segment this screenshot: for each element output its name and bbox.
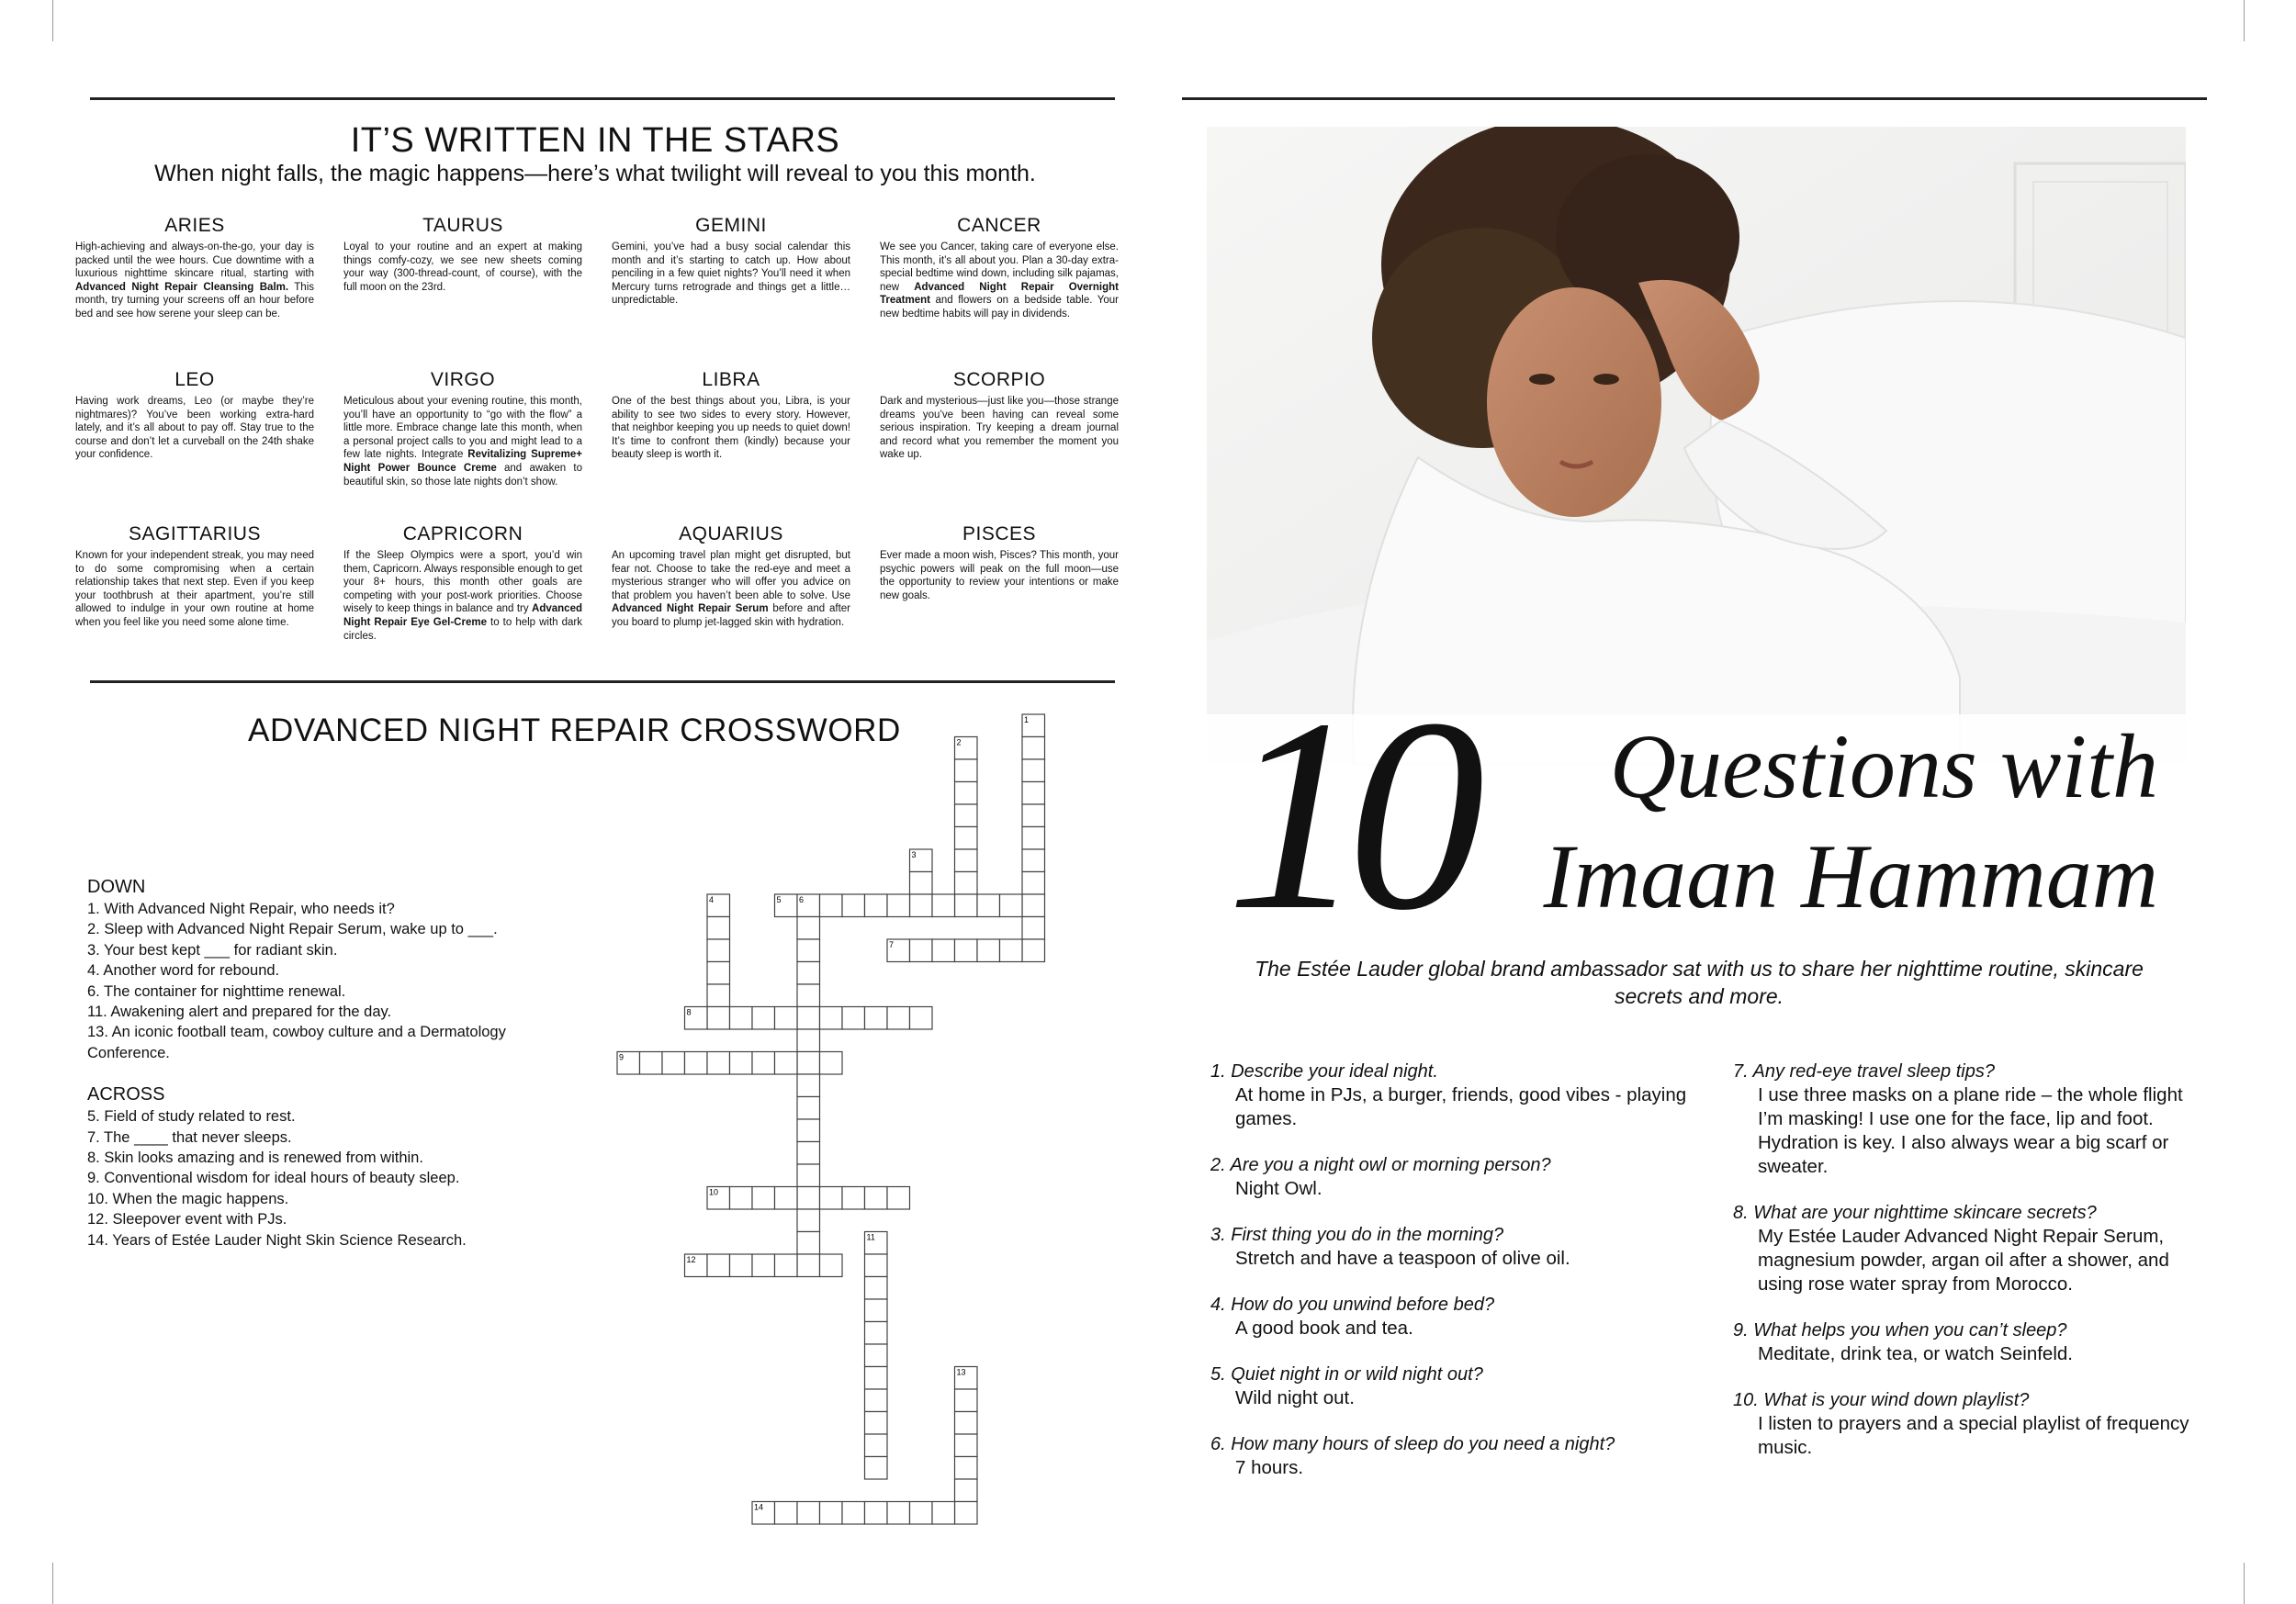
down-clue: 1. With Advanced Night Repair, who needs it? xyxy=(87,901,395,917)
crossword-cell[interactable] xyxy=(1022,827,1045,850)
crossword-cell[interactable] xyxy=(865,894,888,917)
crossword-cell[interactable] xyxy=(842,894,865,917)
across-clue: 8. Skin looks amazing and is renewed from within. xyxy=(87,1150,423,1167)
section-divider xyxy=(90,680,1115,683)
question: 7. Any red-eye travel sleep tips? xyxy=(1733,1061,1995,1082)
qa-item xyxy=(1210,1293,1688,1340)
down-clue: 3. Your best kept ___ for radiant skin. xyxy=(87,941,338,959)
sign-name: LEO xyxy=(174,369,215,390)
crossword-cell[interactable] xyxy=(752,1007,775,1030)
sign-scorpio xyxy=(880,369,1119,523)
crossword-cell[interactable] xyxy=(955,894,978,917)
crossword-clue-number: 7 xyxy=(889,940,895,949)
sign-name: LIBRA xyxy=(702,369,760,390)
across-clue: 7. The ____ that never sleeps. xyxy=(87,1128,292,1146)
horoscope-title: IT’S WRITTEN IN THE STARS xyxy=(350,121,840,160)
question: 10. What is your wind down playlist? xyxy=(1733,1390,2030,1410)
sign-gemini xyxy=(612,215,850,369)
sign-text xyxy=(880,395,1119,462)
crossword-clue-number: 9 xyxy=(619,1052,625,1062)
crossword-cell[interactable] xyxy=(797,939,820,962)
crossword-cell[interactable] xyxy=(662,1052,685,1075)
across-clue: 12. Sleepover event with PJs. xyxy=(87,1211,287,1228)
crossword-cell[interactable] xyxy=(797,1074,820,1097)
crossword-cell[interactable] xyxy=(1022,849,1045,872)
crossword-cell[interactable] xyxy=(775,1187,798,1210)
crossword-cell[interactable] xyxy=(865,1367,888,1390)
crossword-cell[interactable] xyxy=(910,872,933,895)
crossword-cell[interactable] xyxy=(707,1007,730,1030)
crossword-clue-number: 10 xyxy=(709,1187,719,1197)
horoscope-grid xyxy=(75,215,1120,656)
crop-mark xyxy=(2244,1563,2245,1604)
answer: At home in PJs, a burger, friends, good vibes - playing games. xyxy=(1235,1084,1687,1129)
down-clue: 2. Sleep with Advanced Night Repair Serum, wake up to ___. xyxy=(87,921,498,938)
sign-text xyxy=(880,549,1119,602)
crossword-clue-number: 4 xyxy=(709,895,715,904)
answer: I use three masks on a plane ride – the whole flight I’m masking! I use one for the face, lip and foot. Hydration is key. I also always wear a big scarf or sweater. xyxy=(1758,1084,2183,1177)
crossword-clue-number: 13 xyxy=(956,1367,966,1377)
crossword-cell[interactable] xyxy=(842,1502,865,1525)
down-heading: DOWN xyxy=(87,877,146,897)
qa-column-right xyxy=(1733,1060,2211,1482)
qa-item xyxy=(1733,1060,2211,1179)
crossword-cell[interactable] xyxy=(820,1052,843,1075)
crossword-cell[interactable] xyxy=(865,1344,888,1367)
sign-text-pre: Having work dreams, Leo (or maybe they’re nightmares)? You’ve been working extra-hard lately, and it’s all about to pay off. Stay true to the course and don’t let a curveball on the 24th shake your confidence. xyxy=(75,396,314,461)
sign-product: Advanced Night Repair Overnight Treatment xyxy=(880,281,1119,307)
down-clue: 6. The container for nighttime renewal. xyxy=(87,982,346,1000)
crossword-cell[interactable] xyxy=(797,984,820,1007)
sign-name: PISCES xyxy=(962,523,1037,544)
crossword-cell[interactable] xyxy=(977,939,1000,962)
crossword-clue-number: 3 xyxy=(911,850,917,859)
crossword-cell[interactable] xyxy=(887,1502,910,1525)
answer: Wild night out. xyxy=(1235,1387,1355,1408)
crossword-cell[interactable] xyxy=(752,1254,775,1277)
crossword-cell[interactable] xyxy=(932,894,955,917)
crossword-cell[interactable] xyxy=(1022,894,1045,917)
crossword-cell[interactable] xyxy=(887,894,910,917)
crossword-clue-number: 8 xyxy=(686,1007,692,1017)
crossword-cell[interactable] xyxy=(865,1502,888,1525)
sign-sagittarius xyxy=(75,523,314,656)
crossword-cell[interactable] xyxy=(775,1502,798,1525)
crossword-cell[interactable] xyxy=(887,1007,910,1030)
sign-text xyxy=(75,395,314,462)
crossword-cell[interactable] xyxy=(797,1254,820,1277)
crossword-cell[interactable] xyxy=(797,917,820,940)
crossword-cell[interactable] xyxy=(1022,939,1045,962)
crossword-cell[interactable] xyxy=(955,782,978,805)
crossword-cell[interactable] xyxy=(797,1142,820,1165)
sign-libra xyxy=(612,369,850,523)
question: 4. How do you unwind before bed? xyxy=(1210,1295,1495,1315)
sign-text-pre: Loyal to your routine and an expert at making things comfy-cozy, we see new sheets coming your way (300-thread-count, of course), with the full moon on the 23rd. xyxy=(343,241,582,293)
sign-name: CAPRICORN xyxy=(402,523,523,544)
crossword-cell[interactable] xyxy=(1000,894,1023,917)
crossword-cell[interactable] xyxy=(797,1502,820,1525)
crossword-cell[interactable] xyxy=(730,1187,753,1210)
sign-name: ARIES xyxy=(164,215,225,236)
sign-text-pre: If the Sleep Olympics were a sport, you’d win them, Capricorn. Always responsible enough to get your 8+ hours, this month other goals are competing with your post-work priorities. Choose wisely to keep things in balance and try xyxy=(343,550,582,615)
horoscope-subtitle: When night falls, the magic happens—here’s what twilight will reveal to you this month. xyxy=(154,161,1036,186)
question: 5. Quiet night in or wild night out? xyxy=(1210,1364,1483,1385)
qa-item xyxy=(1733,1388,2211,1460)
crossword-cell[interactable] xyxy=(775,1254,798,1277)
crossword-cell[interactable] xyxy=(797,1029,820,1052)
sign-name: VIRGO xyxy=(430,369,496,390)
question: 8. What are your nighttime skincare secrets? xyxy=(1733,1203,2097,1223)
crossword-cell[interactable] xyxy=(865,1299,888,1322)
question: 6. How many hours of sleep do you need a night? xyxy=(1210,1434,1615,1454)
answer: My Estée Lauder Advanced Night Repair Serum, magnesium powder, argan oil after a shower, and using rose water spray from Morocco. xyxy=(1758,1226,2169,1295)
crossword-clue-number: 5 xyxy=(776,895,782,904)
crop-mark xyxy=(52,1563,53,1604)
crossword-cell[interactable] xyxy=(775,1007,798,1030)
crossword-cell[interactable] xyxy=(707,917,730,940)
sign-text xyxy=(612,241,850,308)
interview-title-line1: Questions with xyxy=(1609,715,2158,817)
sign-text-post: and awaken to beautiful skin, so those late nights don’t show. xyxy=(343,462,582,488)
crossword-cell[interactable] xyxy=(910,1502,933,1525)
crossword-cell[interactable] xyxy=(865,1254,888,1277)
across-heading: ACROSS xyxy=(87,1084,165,1105)
crossword-cell[interactable] xyxy=(797,1164,820,1187)
qa-item xyxy=(1210,1432,1688,1480)
sign-text xyxy=(343,395,582,488)
qa-item xyxy=(1210,1223,1688,1271)
crossword-cell[interactable] xyxy=(910,939,933,962)
crossword-cell[interactable] xyxy=(955,872,978,895)
question: 3. First thing you do in the morning? xyxy=(1210,1225,1504,1245)
sign-text-post: before and after you board to plump jet-lagged skin with hydration. xyxy=(612,603,850,628)
crossword-cell[interactable] xyxy=(1022,759,1045,782)
question: 1. Describe your ideal night. xyxy=(1210,1061,1438,1082)
qa-item xyxy=(1733,1201,2211,1296)
sign-name: AQUARIUS xyxy=(679,523,783,544)
crossword-cell[interactable] xyxy=(887,1187,910,1210)
sign-product: Advanced Night Repair Cleansing Balm. xyxy=(75,281,289,293)
sign-text-pre: We see you Cancer, taking care of everyone else. This month, it’s all about you. Plan a 30-day extra-special bedtime wind down, including silk pajamas, new xyxy=(880,241,1119,293)
across-clue: 10. When the magic happens. xyxy=(87,1190,289,1207)
crossword-cell[interactable] xyxy=(797,1209,820,1232)
crossword-cell[interactable] xyxy=(752,1187,775,1210)
crossword-cell[interactable] xyxy=(1000,939,1023,962)
crossword-cell[interactable] xyxy=(955,939,978,962)
crossword-cell[interactable] xyxy=(955,1434,978,1457)
crossword-cell[interactable] xyxy=(842,1007,865,1030)
sign-name: TAURUS xyxy=(422,215,503,236)
crossword-cell[interactable] xyxy=(955,759,978,782)
crossword-cell[interactable] xyxy=(955,827,978,850)
qa-item xyxy=(1210,1363,1688,1410)
crossword-cell[interactable] xyxy=(910,894,933,917)
big-number-ten: 10 xyxy=(1226,662,1469,967)
crossword-cell[interactable] xyxy=(730,1052,753,1075)
top-rule-right xyxy=(1182,97,2207,100)
crossword-cell[interactable] xyxy=(797,1097,820,1120)
sign-product: Advanced Night Repair Serum xyxy=(612,603,769,615)
crossword-clue-number: 14 xyxy=(754,1502,764,1512)
qa-item xyxy=(1733,1318,2211,1366)
crossword-cell[interactable] xyxy=(640,1052,663,1075)
sign-name: SCORPIO xyxy=(952,369,1046,390)
answer: Meditate, drink tea, or watch Seinfeld. xyxy=(1758,1343,2073,1364)
crossword-cell[interactable] xyxy=(955,1412,978,1435)
crossword-cell[interactable] xyxy=(932,1502,955,1525)
down-clue-list xyxy=(87,899,565,1063)
crossword-cell[interactable] xyxy=(820,1502,843,1525)
sign-text-post: to to help with dark circles. xyxy=(343,616,582,642)
crossword-cell[interactable] xyxy=(730,1254,753,1277)
interview-intro: The Estée Lauder global brand ambassador sat with us to share her nighttime routine, skincare secrets and more. xyxy=(1255,957,2144,1008)
crossword-cell[interactable] xyxy=(932,939,955,962)
crossword-cell[interactable] xyxy=(865,1322,888,1345)
crop-mark xyxy=(52,0,53,41)
sign-text-pre: One of the best things about you, Libra, is your ability to see two sides to every story. However, that neighbor keeping you up needs to quiet down! It’s time to confront them (kindly) because your beauty sleep is worth it. xyxy=(612,396,850,461)
crossword-cell[interactable] xyxy=(842,1187,865,1210)
answer: 7 hours. xyxy=(1235,1457,1304,1478)
crossword-cell[interactable] xyxy=(865,1434,888,1457)
crossword-cell[interactable] xyxy=(865,1007,888,1030)
crossword-cell[interactable] xyxy=(955,1457,978,1480)
crossword-cell[interactable] xyxy=(865,1412,888,1435)
sign-name: SAGITTARIUS xyxy=(129,523,261,544)
crossword-clue-number: 12 xyxy=(686,1255,696,1264)
crossword-cell[interactable] xyxy=(820,894,843,917)
crossword-cell[interactable] xyxy=(977,894,1000,917)
crossword-cell[interactable] xyxy=(730,1007,753,1030)
sign-aries xyxy=(75,215,314,369)
sign-taurus xyxy=(343,215,582,369)
sign-aquarius xyxy=(612,523,850,656)
sign-text xyxy=(612,395,850,462)
sign-text-post: This month, try turning your screens off an hour before bed and see how serene your sleep can be. xyxy=(75,281,314,320)
answer: Night Owl. xyxy=(1235,1178,1322,1199)
crossword-cell[interactable] xyxy=(865,1187,888,1210)
crossword-cell[interactable] xyxy=(955,1502,978,1525)
crossword-cell[interactable] xyxy=(955,1389,978,1412)
sign-text xyxy=(612,549,850,630)
crossword-cell[interactable] xyxy=(797,1187,820,1210)
question: 2. Are you a night owl or morning person? xyxy=(1210,1155,1551,1175)
answer: I listen to prayers and a special playlist of frequency music. xyxy=(1758,1413,2189,1458)
sign-text-pre: Dark and mysterious—just like you—those strange dreams you’ve been having can reveal some serious inspiration. Try keeping a dream journal and record what you remember the moment you wake up. xyxy=(880,396,1119,461)
crossword-cell[interactable] xyxy=(1022,737,1045,760)
crossword-clues xyxy=(87,876,565,1251)
across-clue: 14. Years of Estée Lauder Night Skin Science Research. xyxy=(87,1231,467,1249)
crossword-cell[interactable] xyxy=(1022,917,1045,940)
crossword-cell[interactable] xyxy=(797,1232,820,1255)
sign-cancer xyxy=(880,215,1119,369)
sign-text-pre: An upcoming travel plan might get disrupted, but fear not. Choose to take the red-eye and meet a mysterious stranger who will offer you advice on that problem you haven’t been able to solve. Use xyxy=(612,550,850,601)
answer: A good book and tea. xyxy=(1235,1318,1413,1339)
qa-item xyxy=(1210,1060,1688,1131)
crossword-title: ADVANCED NIGHT REPAIR CROSSWORD xyxy=(248,712,901,748)
crossword-cell[interactable] xyxy=(707,1254,730,1277)
sign-pisces xyxy=(880,523,1119,656)
sign-product: Revitalizing Supreme+ Night Power Bounce Creme xyxy=(343,449,582,474)
question: 9. What helps you when you can’t sleep? xyxy=(1733,1320,2067,1340)
crossword-cell[interactable] xyxy=(707,939,730,962)
sign-text-pre: Ever made a moon wish, Pisces? This month, your psychic powers will peak on the full moon—use the opportunity to review your intentions or make new goals. xyxy=(880,550,1119,601)
sign-text xyxy=(343,549,582,643)
interview-title-line2: Imaan Hammam xyxy=(1543,825,2158,927)
crossword-clue-number: 2 xyxy=(956,737,962,747)
down-clue: 13. An iconic football team, cowboy culture and a Dermatology Conference. xyxy=(87,1024,506,1061)
crossword-cell[interactable] xyxy=(797,1052,820,1075)
crossword-cell[interactable] xyxy=(707,962,730,985)
crossword-cell[interactable] xyxy=(797,1119,820,1142)
sign-name: CANCER xyxy=(957,215,1041,236)
answer: Stretch and have a teaspoon of olive oil. xyxy=(1235,1248,1570,1269)
crossword-clue-number: 1 xyxy=(1024,715,1030,724)
sign-capricorn xyxy=(343,523,582,656)
crossword-cell[interactable] xyxy=(797,962,820,985)
crossword-cell[interactable] xyxy=(797,1007,820,1030)
crossword-cell[interactable] xyxy=(707,1052,730,1075)
across-clue: 9. Conventional wisdom for ideal hours of beauty sleep. xyxy=(87,1170,460,1187)
crossword-cell[interactable] xyxy=(955,804,978,827)
crossword-cell[interactable] xyxy=(820,1187,843,1210)
sign-text-pre: Known for your independent streak, you may need to do some compromising when a certain relationship takes that next step. Even if you keep your toothbrush at their apartment, you’re still allowed to indulge in your own routine at home when you feel like you need some alone time. xyxy=(75,550,314,628)
crossword-cell[interactable] xyxy=(955,1479,978,1502)
sign-text-pre: Meticulous about your evening routine, this month, you’ll have an opportunity to “go with the flow” a little more. Embrace change late this month, when a personal project calls to you and might lead to a few late nights. Integrate xyxy=(343,396,582,461)
crossword-cell[interactable] xyxy=(1022,804,1045,827)
sign-text-pre: Gemini, you’ve had a busy social calendar this month and it’s starting to catch up. How about penciling in a few quiet nights? You’ll need it when Mercury turns retrograde and things get a little…unpredictable. xyxy=(612,241,850,307)
sign-product: Advanced Night Repair Eye Gel-Creme xyxy=(343,603,582,628)
crossword-grid[interactable] xyxy=(606,707,1102,1533)
crossword-cell[interactable] xyxy=(865,1389,888,1412)
crop-mark xyxy=(2244,0,2245,41)
sign-text xyxy=(880,241,1119,321)
crossword-cell[interactable] xyxy=(685,1052,708,1075)
sign-leo xyxy=(75,369,314,523)
sign-name: GEMINI xyxy=(695,215,767,236)
across-clue: 5. Field of study related to rest. xyxy=(87,1108,296,1126)
across-clue-list xyxy=(87,1106,565,1251)
qa-column-left xyxy=(1210,1060,1688,1502)
crossword-cell[interactable] xyxy=(775,1052,798,1075)
crossword-cell[interactable] xyxy=(752,1052,775,1075)
top-rule-left xyxy=(90,97,1115,100)
crossword-cell[interactable] xyxy=(820,1007,843,1030)
crossword-clue-number: 11 xyxy=(866,1232,875,1242)
crossword-cell[interactable] xyxy=(955,849,978,872)
crossword-cell[interactable] xyxy=(820,1254,843,1277)
sign-text xyxy=(75,549,314,630)
sign-virgo xyxy=(343,369,582,523)
crossword-cell[interactable] xyxy=(1022,782,1045,805)
down-clue: 4. Another word for rebound. xyxy=(87,962,280,980)
sign-text xyxy=(343,241,582,294)
crossword-cell[interactable] xyxy=(1022,872,1045,895)
crossword-clue-number: 6 xyxy=(799,895,805,904)
down-clue: 11. Awakening alert and prepared for the day. xyxy=(87,1004,392,1021)
crossword-cell[interactable] xyxy=(707,984,730,1007)
crossword-cell[interactable] xyxy=(865,1277,888,1300)
sign-text-pre: High-achieving and always-on-the-go, your day is packed until the wee hours. Cue downtime with a luxurious nighttime skincare ritual, starting with xyxy=(75,241,314,280)
crossword-cell[interactable] xyxy=(865,1457,888,1480)
sign-text xyxy=(75,241,314,321)
qa-item xyxy=(1210,1153,1688,1201)
sign-text-post: and flowers on a bedside table. Your new bedtime habits will pay in dividends. xyxy=(880,295,1119,320)
crossword-cell[interactable] xyxy=(910,1007,933,1030)
